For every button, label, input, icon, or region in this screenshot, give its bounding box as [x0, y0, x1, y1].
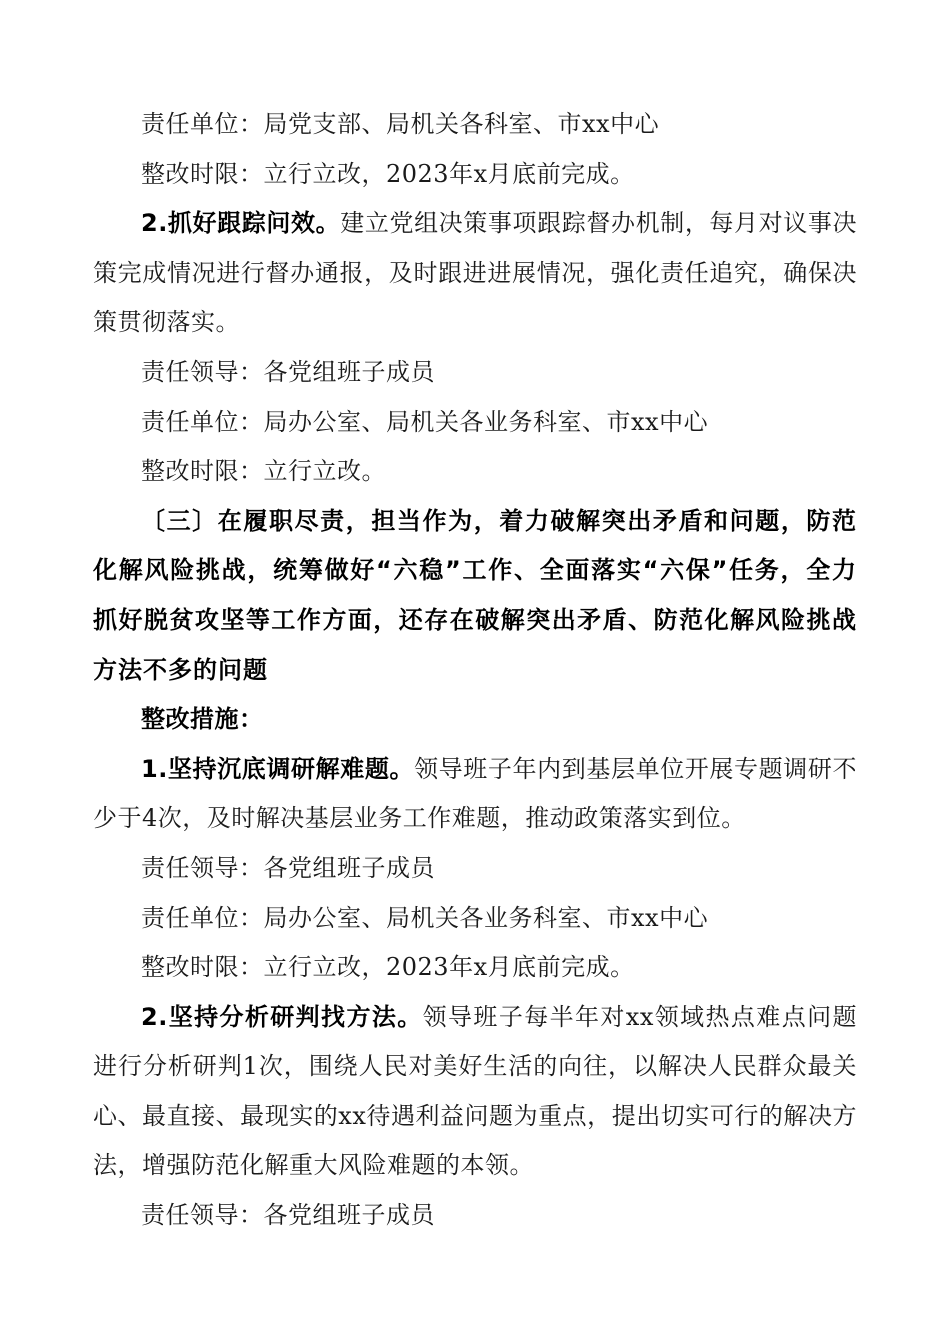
- measure-body: 领导班子年内到基层单位开展专题调研不少于4次，及时解决基层业务工作难题，推动政策落实到位。: [93, 754, 857, 833]
- measure-title: 2.抓好跟踪问效。: [141, 209, 341, 238]
- measure-title: 2.坚持分析研判找方法。: [141, 1002, 423, 1031]
- measure-body: 领导班子每半年对xx领域热点难点问题进行分析研判1次，围绕人民对美好生活的向往，以解决人民群众最关心、最直接、最现实的xx待遇利益问题为重点，提出切实可行的解决方法，增强防范化解重大风险难题的本领。: [93, 1002, 857, 1180]
- responsible-leader-line: 责任领导：各党组班子成员: [141, 1201, 435, 1230]
- deadline-line: 整改时限：立行立改，2023年x月底前完成。: [141, 159, 635, 188]
- deadline-line: 整改时限：立行立改，2023年x月底前完成。: [141, 953, 635, 982]
- section-heading: 〔三〕在履职尽责，担当作为，着力破解突出矛盾和问题，防范化解风险挑战，统筹做好“六稳”工作、全面落实“六保”任务，全力抓好脱贫攻坚等工作方面，还存在破解突出矛盾、防范化解风险挑战方法不多的问题: [93, 506, 857, 684]
- measures-label: 整改措施：: [141, 705, 264, 734]
- document-body: [93, 100, 857, 1241]
- responsible-leader-line: 责任领导：各党组班子成员: [141, 853, 435, 882]
- responsible-unit-line: 责任单位：局党支部、局机关各科室、市xx中心: [141, 110, 660, 138]
- measure-body: 建立党组决策事项跟踪督办机制，每月对议事决策完成情况进行督办通报，及时跟进进展情况，强化责任追究，确保决策贯彻落实。: [93, 209, 857, 337]
- responsible-unit-line: 责任单位：局办公室、局机关各业务科室、市xx中心: [141, 407, 709, 436]
- deadline-line: 整改时限：立行立改。: [141, 457, 386, 486]
- measure-title: 1.坚持沉底调研解难题。: [141, 754, 415, 783]
- responsible-unit-line: 责任单位：局办公室、局机关各业务科室、市xx中心: [141, 903, 709, 932]
- measure-paragraph: [93, 745, 857, 844]
- responsible-leader-line: 责任领导：各党组班子成员: [141, 357, 435, 386]
- measure-paragraph: [93, 993, 857, 1191]
- measure-paragraph: [93, 199, 857, 348]
